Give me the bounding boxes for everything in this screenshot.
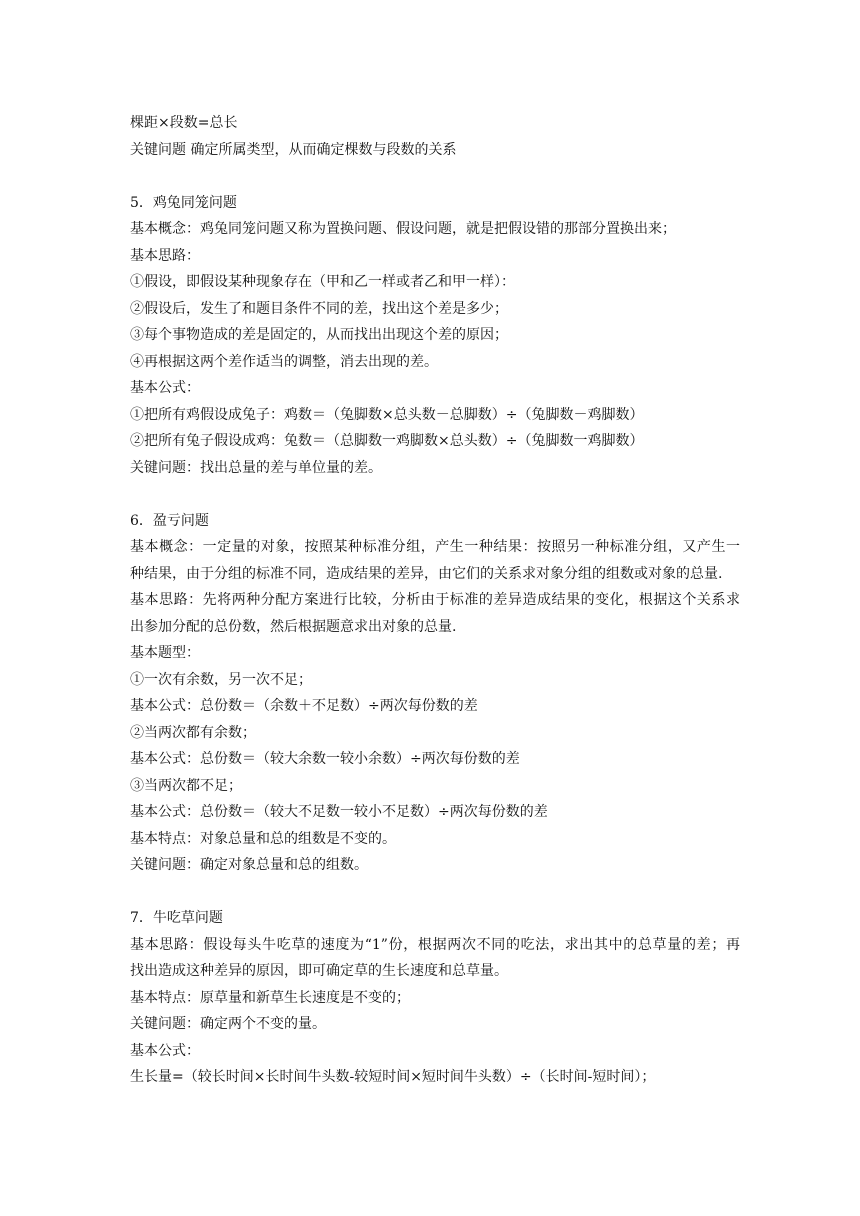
section-5-idea-1: ①假设，即假设某种现象存在（甲和乙一样或者乙和甲一样）： (130, 274, 515, 290)
section-6-heading: 6．盈亏问题 (130, 512, 209, 529)
section-5-idea-3: ③每个事物造成的差是固定的，从而找出出现这个差的原因； (130, 327, 508, 343)
section-7-key: 关键问题：确定两个不变的量。 (130, 1016, 326, 1032)
section-6-type-3: ③当两次都不足； (130, 777, 242, 794)
section-6-key: 关键问题：确定对象总量和总的组数。 (130, 857, 368, 873)
section-5-idea-label: 基本思路： (130, 247, 200, 264)
section-5-formula-1: ①把所有鸡假设成兔子：鸡数＝（兔脚数×总头数－总脚数）÷（兔脚数－鸡脚数） (130, 406, 644, 423)
section-7-idea-line-2: 找出造成这种差异的原因，即可确定草的生长速度和总草量。 (130, 963, 508, 979)
section-5-concept: 基本概念：鸡兔同笼问题又称为置换问题、假设问题，就是把假设错的那部分置换出来； (130, 221, 676, 237)
section-6-idea-line-1: 基本思路：先将两种分配方案进行比较，分析由于标准的差异造成结果的变化，根据这个关系求 (130, 592, 740, 608)
section-5-formula-label: 基本公式： (130, 380, 200, 396)
section-6-idea-line-2: 出参加分配的总份数，然后根据题意求出对象的总量. (130, 618, 457, 635)
section-6-type-label: 基本题型： (130, 645, 200, 661)
section-6-formula-2: 基本公式：总份数＝（较大余数一较小余数）÷两次每份数的差 (130, 751, 520, 767)
section-5-key: 关键问题：找出总量的差与单位量的差。 (130, 459, 382, 476)
section-6-concept-line-2: 种结果，由于分组的标准不同，造成结果的差异，由它们的关系求对象分组的组数或对象的总量. (130, 565, 723, 582)
section-6-type-2: ②当两次都有余数； (130, 724, 256, 741)
section-7-heading: 7．牛吃草问题 (130, 910, 223, 926)
section-6-formula-1: 基本公式：总份数＝（余数＋不足数）÷两次每份数的差 (130, 698, 478, 714)
section-6-formula-3: 基本公式：总份数＝（较大不足数一较小不足数）÷两次每份数的差 (130, 804, 548, 820)
section-6-concept-line-1: 基本概念：一定量的对象，按照某种标准分组，产生一种结果：按照另一种标准分组，又产生一 (130, 539, 740, 555)
section-6-feature: 基本特点：对象总量和总的组数是不变的。 (130, 830, 396, 847)
section-5-idea-2: ②假设后，发生了和题目条件不同的差，找出这个差是多少； (130, 300, 508, 317)
section-gap (130, 879, 740, 906)
section-5-idea-4: ④再根据这两个差作适当的调整，消去出现的差。 (130, 353, 438, 370)
section-gap (130, 481, 740, 508)
tree-distance-formula: 棵距×段数=总长 (130, 115, 238, 131)
section-7-feature: 基本特点：原草量和新草生长速度是不变的； (130, 989, 410, 1006)
section-7-formula-label: 基本公式： (130, 1042, 200, 1059)
section-7-idea-line-1: 基本思路：假设每头牛吃草的速度为“1”份，根据两次不同的吃法，求出其中的总草量的差；再 (130, 936, 740, 953)
tree-key-question: 关键问题 确定所属类型，从而确定棵数与段数的关系 (130, 141, 457, 158)
section-gap (130, 163, 740, 190)
section-5-formula-2: ②把所有兔子假设成鸡：兔数＝（总脚数一鸡脚数×总头数）÷（兔脚数一鸡脚数） (130, 433, 644, 449)
section-5-heading: 5．鸡兔同笼问题 (130, 194, 237, 211)
document-page (130, 110, 740, 1091)
section-6-type-1: ①一次有余数，另一次不足； (130, 671, 312, 688)
section-7-formula: 生长量=（较长时间×长时间牛头数-较短时间×短时间牛头数）÷（长时间-短时间）； (130, 1069, 656, 1085)
